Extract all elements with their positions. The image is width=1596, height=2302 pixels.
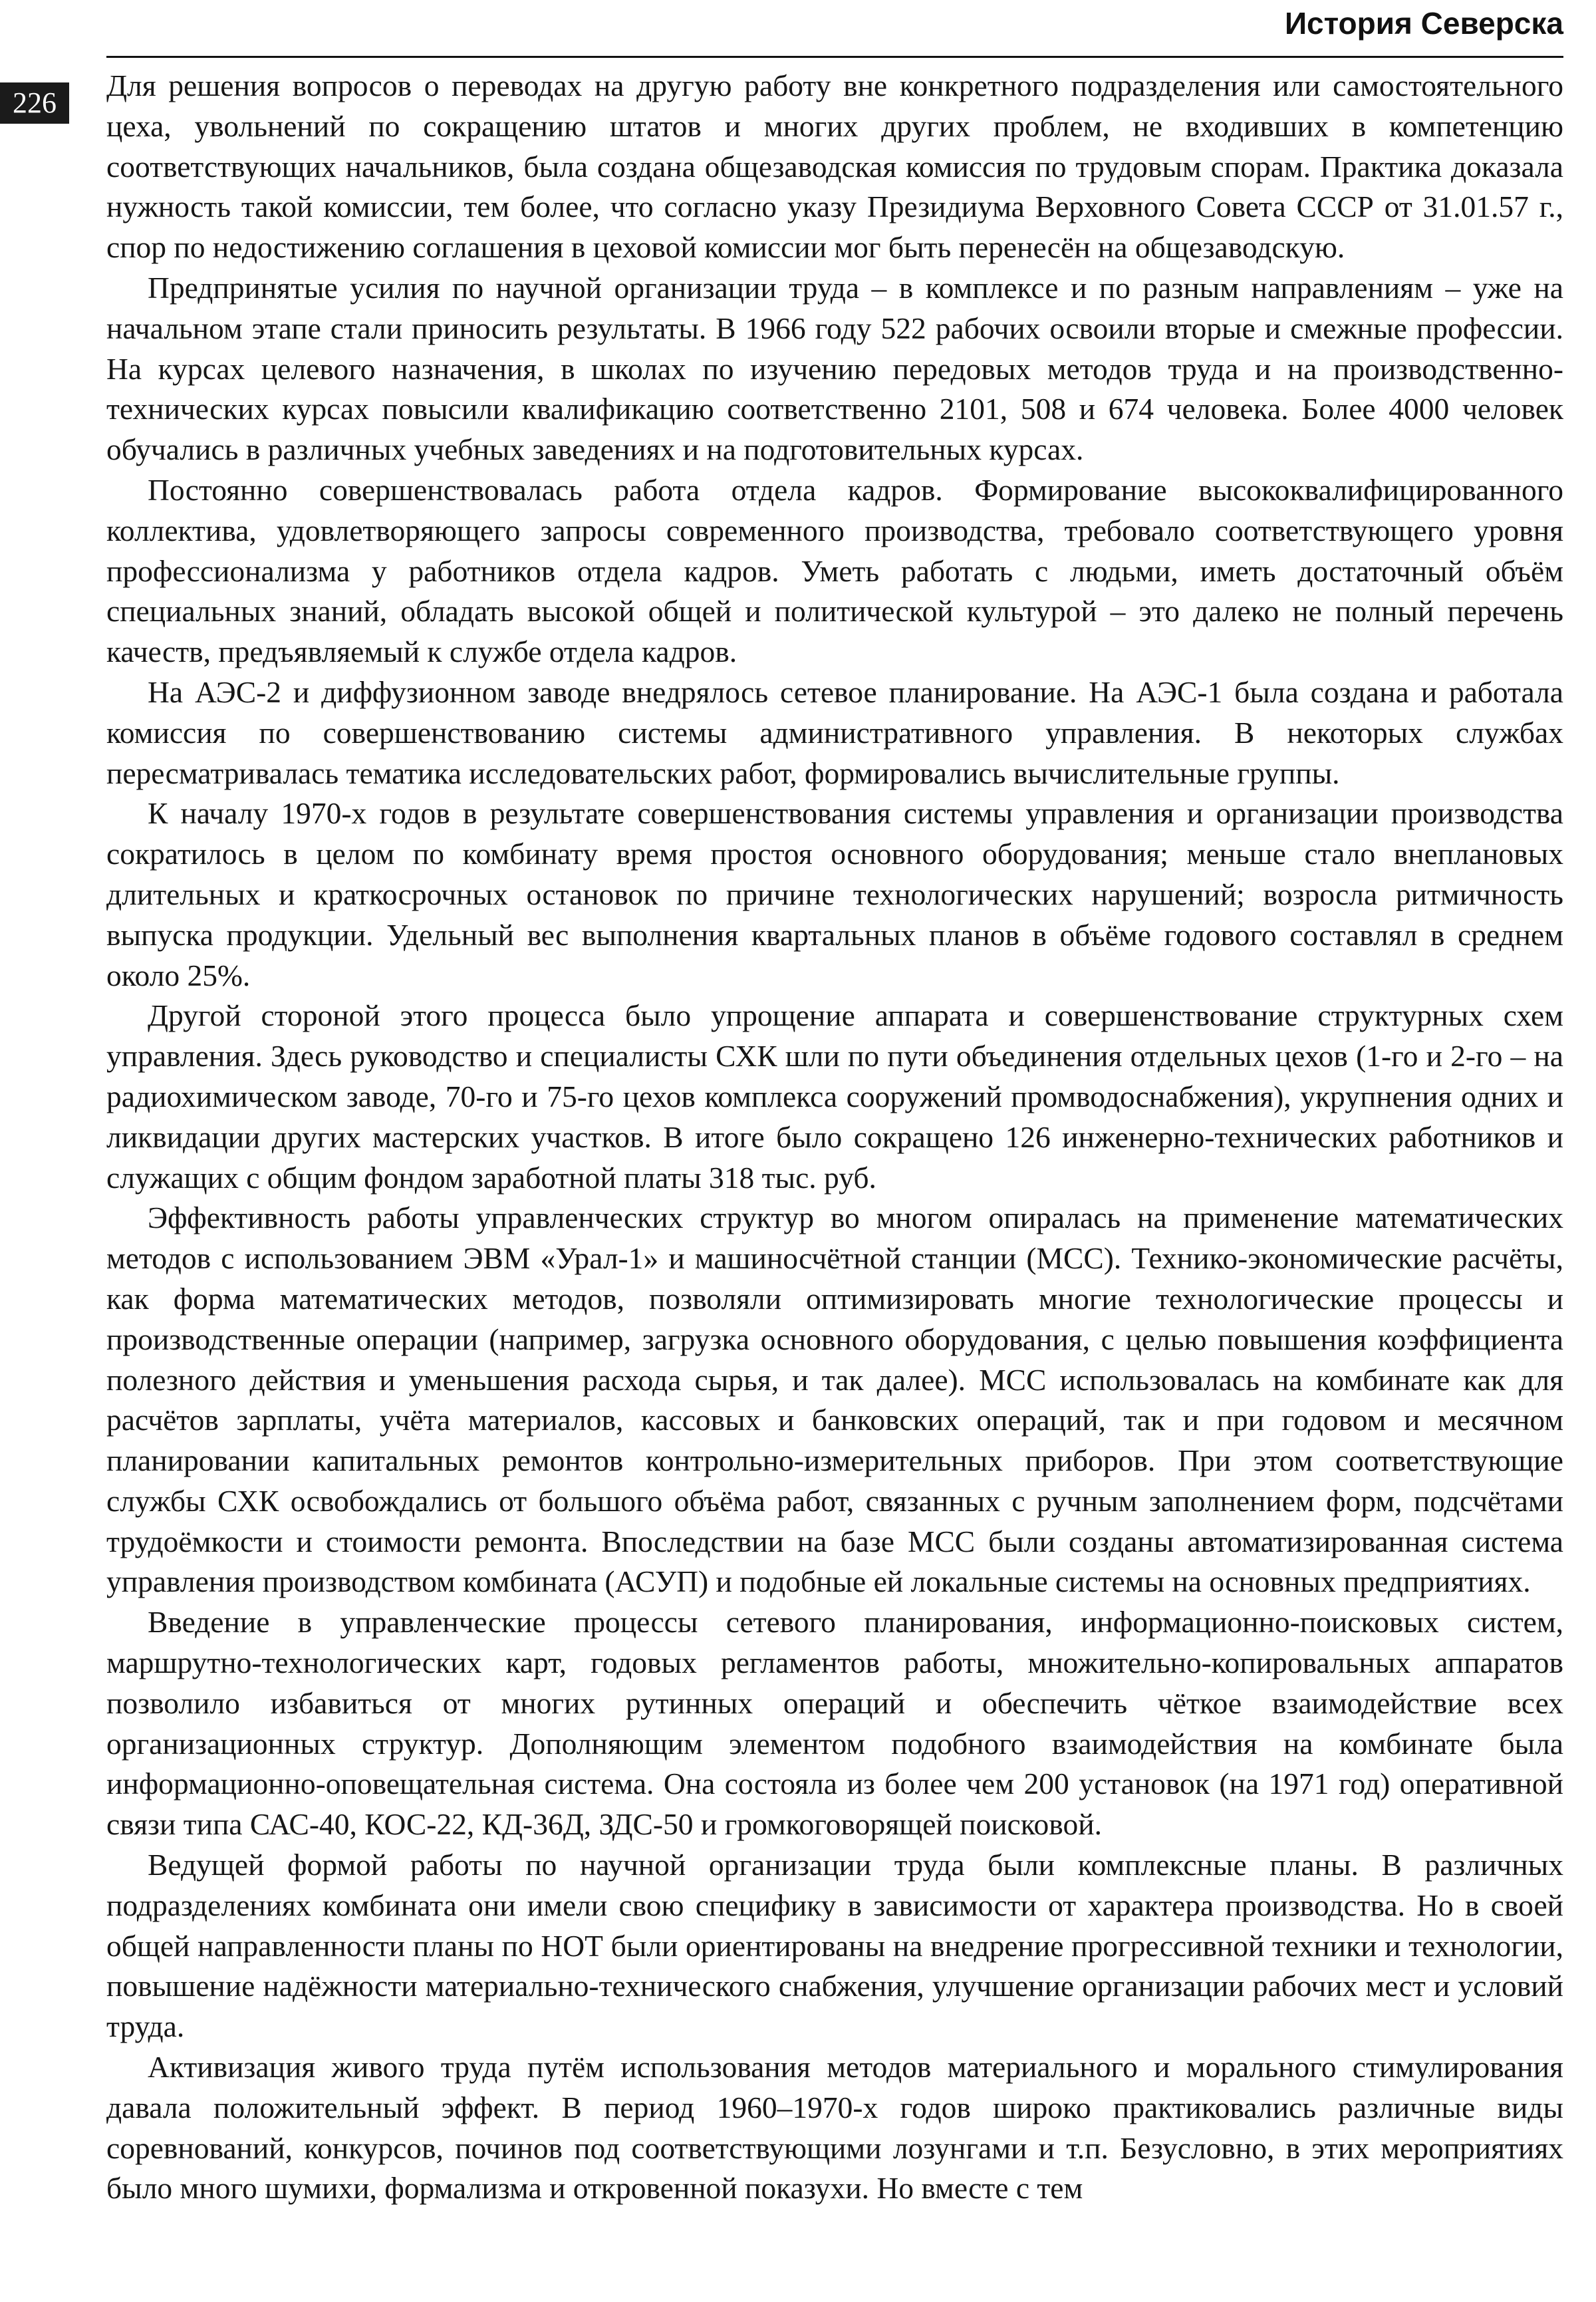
- paragraph-8: Введение в управленческие процессы сетевого планирования, информационно-поисковых систем, маршрутно-технологических карт, годовых регламентов работы, множительно-копировальных аппаратов позволило избавиться от многих рутинных операций и обеспечить чёткое взаимодействие всех организационных структур. Дополняющим элементом подобного взаимодействия на комбинате была информационно-оповещательная система. Она состояла из более чем 200 установок (на 1971 год) оперативной связи типа САС-40, КОС-22, КД-36Д, ЗДС-50 и громкоговорящей поисковой.: [106, 1605, 1563, 1842]
- paragraph-2: Предпринятые усилия по научной организации труда – в комплексе и по разным направлениям – уже на начальном этапе стали приносить результаты. В 1966 году 522 рабочих освоили вторые и смежные профессии. На курсах целевого назначения, в школах по изучению передовых методов труда и на производственно-технических курсах повысили квалификацию соответственно 2101, 508 и 674 человека. Более 4000 человек обучались в различных учебных заведениях и на подготовительных курсах.: [106, 270, 1563, 467]
- paragraph-5: К началу 1970-х годов в результате совершенствования системы управления и организации производства сократилось в целом по комбинату время простоя основного оборудования; меньше стало внеплановых длительных и краткосрочных остановок по причине технологических нарушений; возросла ритмичность выпуска продукции. Удельный вес выполнения квартальных планов в объёме годового составлял в среднем около 25%.: [106, 796, 1563, 992]
- paragraph-7: Эффективность работы управленческих структур во многом опиралась на применение математических методов с использованием ЭВМ «Урал-1» и машиносчётной станции (МСС). Технико-экономические расчёты, как форма математических методов, позволяли оптимизировать многие технологические процессы и производственные операции (например, загрузка основного оборудования, с целью повышения коэффициента полезного действия и уменьшения расхода сырья, и так далее). МСС использовалась на комбинате как для расчётов зарплаты, учёта материалов, кассовых и банковских операций, так и при годовом и месячном планировании капитальных ремонтов контрольно-измерительных приборов. При этом соответствующие службы СХК освобождались от большого объёма работ, связанных с ручным заполнением форм, подсчётами трудоёмкости и стоимости ремонта. Впоследствии на базе МСС были созданы автоматизированная система управления производством комбината (АСУП) и подобные ей локальные системы на основных предприятиях.: [106, 1201, 1563, 1599]
- page-number: 226: [0, 82, 69, 124]
- body-text: [106, 66, 1563, 2294]
- paragraph-6: Другой стороной этого процесса было упрощение аппарата и совершенствование структурных схем управления. Здесь руководство и специалисты СХК шли по пути объединения отдельных цехов (1-го и 2-го – на радиохимическом заводе, 70-го и 75-го цехов комплекса сооружений промводоснабжения), укрупнения одних и ликвидации других мастерских участков. В итоге было сокращено 126 инженерно-технических работников и служащих с общим фондом заработной платы 318 тыс. руб.: [106, 998, 1563, 1195]
- paragraph-10: Активизация живого труда путём использования методов материального и морального стимулирования давала положительный эффект. В период 1960–1970-х годов широко практиковались различные виды соревнований, конкурсов, починов под соответствующими лозунгами и т.п. Безусловно, в этих мероприятиях было много шумихи, формализма и откровенной показухи. Но вместе с тем: [106, 2050, 1563, 2206]
- paragraph-3: Постоянно совершенствовалась работа отдела кадров. Формирование высококвалифицированного коллектива, удовлетворяющего запросы современного производства, требовало соответствующего уровня профессионализма у работников отдела кадров. Уметь работать с людьми, иметь достаточный объём специальных знаний, обладать высокой общей и политической культурой – это далеко не полный перечень качеств, предъявляемый к службе отдела кадров.: [106, 472, 1563, 669]
- paragraph-4: На АЭС-2 и диффузионном заводе внедрялось сетевое планирование. На АЭС-1 была создана и работала комиссия по совершенствованию системы административного управления. В некоторых службах пересматривалась тематика исследовательских работ, формировались вычислительные группы.: [106, 674, 1563, 790]
- paragraph-9: Ведущей формой работы по научной организации труда были комплексные планы. В различных подразделениях комбината они имели свою специфику в зависимости от характера производства. Но в своей общей направленности планы по НОТ были ориентированы на внедрение прогрессивной техники и технологии, повышение надёжности материально-технического снабжения, улучшение организации рабочих мест и условий труда.: [106, 1848, 1563, 2044]
- paragraph-1: Для решения вопросов о переводах на другую работу вне конкретного подразделения или самостоятельного цеха, увольнений по сокращению штатов и многих других проблем, не входивших в компетенцию соответствующих начальников, была создана общезаводская комиссия по трудовым спорам. Практика доказала нужность такой комиссии, тем более, что согласно указу Президиума Верховного Совета СССР от 31.01.57 г., спор по недостижению соглашения в цеховой комиссии мог быть перенесён на общезаводскую.: [106, 69, 1563, 265]
- running-title: История Северска: [1284, 6, 1563, 41]
- running-header: [106, 0, 1563, 58]
